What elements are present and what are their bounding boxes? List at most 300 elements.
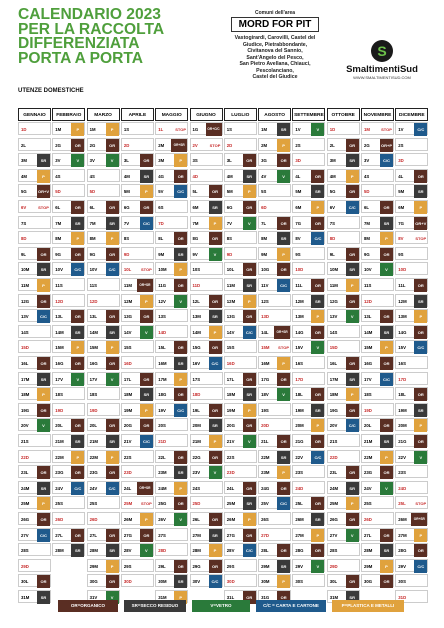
day-cell <box>18 247 51 260</box>
day-label: 5M <box>398 189 405 195</box>
collection-badge: V <box>174 295 187 308</box>
day-cell <box>121 512 154 525</box>
day-label: 25G <box>158 501 167 507</box>
collection-badge: OR <box>277 482 290 495</box>
day-label: 11L <box>398 283 406 288</box>
day-cell <box>395 387 428 400</box>
collection-badge: OR+SR <box>171 139 187 152</box>
day-cell <box>258 169 291 182</box>
day-cell <box>18 403 51 416</box>
day-cell <box>155 512 188 525</box>
day-cell <box>292 153 325 166</box>
day-cell <box>155 153 188 166</box>
collection-badge: C/C <box>311 232 324 245</box>
collection-badge: P <box>243 513 256 526</box>
day-label: 15D <box>329 345 338 351</box>
collection-badge: OR <box>414 544 427 557</box>
day-cell <box>361 543 394 556</box>
day-cell <box>155 574 188 587</box>
day-cell <box>52 294 85 307</box>
day-label: 19M <box>123 407 133 413</box>
day-label: 12M <box>398 298 407 304</box>
day-label: 12V <box>158 298 166 304</box>
day-label: 18M <box>226 392 236 398</box>
day-label: 9G <box>364 251 370 257</box>
day-label: 27V <box>329 532 338 538</box>
collection-badge: OR <box>140 201 153 214</box>
day-label: 21V <box>226 439 235 444</box>
day-label: 28V <box>123 548 132 554</box>
collection-badge: SR <box>106 544 119 557</box>
collection-badge: P <box>277 357 290 370</box>
collection-badge: V <box>106 373 119 386</box>
day-label: 3V <box>89 158 95 164</box>
day-label: 25M <box>21 501 30 507</box>
day-cell <box>52 325 85 338</box>
day-cell <box>258 231 291 244</box>
collection-badge: OR <box>346 139 359 152</box>
day-label: 7V <box>226 220 233 226</box>
day-cell <box>52 200 85 213</box>
day-cell <box>18 418 51 431</box>
day-label: 19M <box>226 407 236 413</box>
collection-badge: OR <box>414 279 427 292</box>
day-label: 27L <box>55 532 63 538</box>
day-cell <box>52 496 85 509</box>
collection-badge: C/C <box>106 482 119 495</box>
day-label: 28S <box>21 548 29 554</box>
day-cell <box>52 278 85 291</box>
day-cell <box>327 294 360 307</box>
day-cell <box>87 138 120 151</box>
day-cell <box>87 294 120 307</box>
collection-badge: SR <box>277 451 290 464</box>
day-label: 23M <box>261 470 270 476</box>
collection-badge: SR <box>277 560 290 573</box>
day-label: 26D <box>89 517 98 522</box>
day-cell <box>395 372 428 385</box>
day-cell <box>18 216 51 229</box>
collection-badge: V <box>346 529 359 542</box>
day-label: 21S <box>21 439 29 444</box>
day-label: 28M <box>364 548 373 554</box>
day-label: 25M <box>123 501 133 507</box>
day-cell <box>361 169 394 182</box>
day-cell <box>87 418 120 431</box>
collection-badge: SR <box>414 295 427 308</box>
collection-badge: OR <box>243 419 256 432</box>
day-label: 10V <box>364 267 372 273</box>
collection-badge: P <box>37 279 50 292</box>
day-label: 3D <box>295 158 301 164</box>
day-cell <box>52 309 85 322</box>
collection-badge: P <box>174 263 187 276</box>
day-cell <box>87 153 120 166</box>
day-cell <box>155 231 188 244</box>
day-label: 17M <box>329 376 339 382</box>
day-label: 11S <box>89 283 98 288</box>
collection-badge: SR <box>106 217 119 230</box>
day-cell <box>190 543 223 556</box>
day-cell <box>121 122 154 135</box>
day-cell <box>361 184 394 197</box>
collection-badge: OR <box>37 466 50 479</box>
collection-badge: OR <box>209 404 222 417</box>
day-cell <box>52 465 85 478</box>
title-line: PORTA A PORTA <box>18 49 144 67</box>
day-label: 20V <box>329 423 338 429</box>
day-cell <box>258 512 291 525</box>
day-cell <box>121 247 154 260</box>
day-cell <box>121 294 154 307</box>
day-cell <box>292 325 325 338</box>
day-cell <box>87 559 120 572</box>
day-cell <box>52 543 85 556</box>
day-label: 13M <box>192 314 201 320</box>
day-label: 26M <box>398 517 407 522</box>
day-label: 29M <box>261 563 270 569</box>
day-cell <box>155 481 188 494</box>
day-cell <box>18 559 51 572</box>
collection-badge: OR <box>106 248 119 261</box>
collection-badge: OR <box>380 310 393 323</box>
day-label: 3V <box>364 158 370 164</box>
collection-badge: P <box>106 451 119 464</box>
day-cell <box>292 387 325 400</box>
collection-badge: V <box>71 373 84 386</box>
month-header: MARZO <box>87 108 120 121</box>
town-line: Sant'Angelo del Pesco, <box>246 54 304 61</box>
day-label: 19S <box>261 407 269 413</box>
month-header: GENNAIO <box>18 108 51 121</box>
collection-badge: C/C <box>71 482 84 495</box>
month-column <box>18 108 51 600</box>
day-label: 17D <box>398 376 407 382</box>
day-cell <box>155 247 188 260</box>
day-cell <box>190 450 223 463</box>
day-cell <box>87 340 120 353</box>
day-label: 30S <box>398 579 406 585</box>
collection-badge: P <box>380 341 393 354</box>
day-cell <box>121 465 154 478</box>
month-header: DICEMBRE <box>395 108 428 121</box>
day-label: 29D <box>329 563 338 569</box>
day-label: 1D <box>329 127 336 132</box>
day-cell <box>224 465 257 478</box>
day-cell <box>52 262 85 275</box>
day-cell <box>224 450 257 463</box>
collection-badge: OR <box>380 201 393 214</box>
day-label: 10S <box>192 267 201 273</box>
day-label: 26M <box>295 517 304 522</box>
collection-badge: C/C <box>414 341 427 354</box>
day-label: 31D <box>398 595 407 600</box>
day-cell <box>395 340 428 353</box>
day-label: 12D <box>364 298 372 304</box>
day-label: 26G <box>21 517 30 522</box>
day-cell <box>361 231 394 244</box>
collection-badge: OR <box>346 404 359 417</box>
day-cell <box>155 356 188 369</box>
collection-badge: OR <box>71 466 84 479</box>
day-cell <box>87 512 120 525</box>
day-label: 26D <box>55 517 64 522</box>
day-label: 21G <box>398 439 407 444</box>
day-label: 11S <box>364 283 372 288</box>
collection-badge: C/C <box>380 373 393 386</box>
day-label: 27V <box>21 532 29 538</box>
collection-badge: OR <box>106 201 119 214</box>
collection-badge: OR <box>346 466 359 479</box>
collection-badge: OR <box>277 435 290 448</box>
collection-badge: OR <box>140 154 153 167</box>
day-label: 2D <box>123 142 130 148</box>
day-cell <box>87 356 120 369</box>
day-cell <box>361 262 394 275</box>
day-cell <box>87 434 120 447</box>
month-header: GIUGNO <box>190 108 223 121</box>
day-label: 30M <box>158 579 167 585</box>
town-line: Civitanova del Sannio, <box>247 48 303 54</box>
day-label: 20G <box>226 423 235 429</box>
day-label: 5V <box>158 189 164 195</box>
collection-badge: OR <box>209 341 222 354</box>
day-cell <box>395 559 428 572</box>
day-label: 3M <box>329 158 336 164</box>
day-cell <box>190 200 223 213</box>
collection-badge: SR <box>311 513 324 526</box>
collection-badge: V <box>311 341 324 354</box>
day-cell <box>87 372 120 385</box>
collection-badge: SR <box>380 217 393 230</box>
day-label: 16L <box>329 361 338 366</box>
day-cell <box>361 340 394 353</box>
day-cell <box>52 450 85 463</box>
day-cell <box>224 496 257 509</box>
collection-badge: OR <box>277 154 290 167</box>
day-cell <box>87 450 120 463</box>
day-cell <box>258 294 291 307</box>
day-label: 14G <box>398 329 407 335</box>
day-cell <box>190 481 223 494</box>
day-label: 3M <box>158 158 165 164</box>
collection-badge: OR+SR <box>137 279 153 292</box>
day-label: 2G <box>55 142 62 148</box>
day-cell <box>361 278 394 291</box>
collection-badge: OR <box>71 310 84 323</box>
collection-badge: STOP <box>38 205 49 210</box>
day-label: 13V <box>329 314 338 320</box>
day-cell <box>87 262 120 275</box>
day-label: 8M <box>89 236 96 242</box>
collection-badge: OR <box>311 388 324 401</box>
collection-badge: SR <box>106 435 119 448</box>
day-label: 11L <box>295 283 303 288</box>
day-cell <box>292 512 325 525</box>
town-line: Castel del Giudice <box>252 74 298 80</box>
day-cell <box>18 309 51 322</box>
day-label: 10L <box>226 267 235 273</box>
day-cell <box>327 278 360 291</box>
day-cell <box>395 309 428 322</box>
day-label: 19L <box>192 407 200 413</box>
day-cell <box>258 247 291 260</box>
day-label: 22G <box>192 454 201 460</box>
day-label: 12D <box>89 298 98 304</box>
collection-badge: SR <box>346 482 359 495</box>
day-label: 13L <box>89 314 97 320</box>
day-cell <box>258 481 291 494</box>
collection-badge: OR+V <box>414 217 427 230</box>
collection-badge: SR <box>140 170 153 183</box>
collection-badge: V <box>311 560 324 573</box>
day-label: 8S <box>226 236 233 242</box>
day-cell <box>190 294 223 307</box>
day-cell <box>292 278 325 291</box>
collection-badge: SR <box>209 201 222 214</box>
day-label: 28M <box>89 548 98 554</box>
collection-badge: P <box>174 591 187 604</box>
logo-name: SmaltimentiSud <box>346 64 418 75</box>
day-label: 22D <box>329 454 338 460</box>
collection-badge: OR <box>243 373 256 386</box>
day-label: 14M <box>364 329 373 335</box>
day-label: 9S <box>295 251 301 257</box>
collection-badge: P <box>140 404 153 417</box>
collection-badge: V <box>209 466 222 479</box>
day-cell <box>190 216 223 229</box>
day-label: 20M <box>192 423 201 429</box>
day-cell <box>395 216 428 229</box>
collection-badge: OR <box>243 310 256 323</box>
day-cell <box>327 481 360 494</box>
collection-badge: OR <box>277 373 290 386</box>
day-label: 12S <box>261 298 269 304</box>
day-cell <box>395 138 428 151</box>
collection-badge: SR <box>174 248 187 261</box>
day-label: 27G <box>123 532 133 538</box>
day-cell <box>258 153 291 166</box>
day-cell <box>52 247 85 260</box>
day-label: 18L <box>398 392 406 398</box>
month-column <box>155 108 188 600</box>
day-label: 23L <box>21 470 29 476</box>
collection-badge: SR <box>174 357 187 370</box>
day-cell <box>292 184 325 197</box>
day-label: 23L <box>329 470 338 476</box>
month-column <box>292 108 325 585</box>
day-label: 11M <box>21 283 30 288</box>
day-cell <box>155 278 188 291</box>
day-cell <box>224 559 257 572</box>
day-label: 10L <box>123 267 132 273</box>
day-label: 25D <box>192 501 201 507</box>
day-cell <box>121 528 154 541</box>
day-label: 28G <box>398 548 407 554</box>
day-cell <box>18 434 51 447</box>
day-label: 21V <box>123 439 132 444</box>
day-cell <box>190 169 223 182</box>
day-cell <box>52 356 85 369</box>
day-cell <box>395 278 428 291</box>
day-label: 2D <box>226 142 233 148</box>
collection-badge: C/C <box>106 263 119 276</box>
day-label: 14M <box>55 329 64 335</box>
day-cell <box>155 528 188 541</box>
day-label: 23G <box>55 470 64 476</box>
day-cell <box>52 418 85 431</box>
day-label: 24L <box>226 485 235 491</box>
day-cell <box>18 450 51 463</box>
day-label: 4M <box>123 173 130 179</box>
day-label: 24L <box>123 485 132 491</box>
collection-badge: OR <box>106 310 119 323</box>
day-cell <box>18 294 51 307</box>
day-cell <box>190 403 223 416</box>
day-cell <box>258 465 291 478</box>
day-cell <box>87 496 120 509</box>
collection-badge: SR <box>380 544 393 557</box>
collection-badge: OR <box>106 357 119 370</box>
day-cell <box>52 138 85 151</box>
collection-badge: SR <box>380 435 393 448</box>
day-cell <box>258 325 291 338</box>
day-label: 19D <box>89 407 98 413</box>
day-cell <box>258 216 291 229</box>
collection-badge: OR <box>106 529 119 542</box>
day-label: 22L <box>158 454 166 460</box>
day-cell <box>87 231 120 244</box>
collection-badge: STOP <box>175 127 187 132</box>
collection-badge: SR <box>380 326 393 339</box>
day-cell <box>224 418 257 431</box>
day-cell <box>224 153 257 166</box>
day-cell <box>190 465 223 478</box>
day-label: 19D <box>55 407 64 413</box>
collection-badge: P <box>174 154 187 167</box>
day-cell <box>224 231 257 244</box>
day-cell <box>87 325 120 338</box>
collection-badge: OR <box>140 419 153 432</box>
collection-badge: SR <box>277 232 290 245</box>
collection-badge: P <box>346 388 359 401</box>
day-label: 4L <box>295 173 301 179</box>
day-cell <box>190 325 223 338</box>
day-label: 16M <box>158 361 167 366</box>
day-label: 9L <box>21 251 27 257</box>
day-label: 12M <box>226 298 236 304</box>
day-label: 18L <box>295 392 303 398</box>
day-label: 10V <box>89 267 98 273</box>
collection-badge: OR <box>37 513 50 526</box>
day-label: 22V <box>295 454 304 460</box>
day-label: 21D <box>158 439 167 444</box>
day-cell <box>190 309 223 322</box>
collection-badge: STOP <box>415 236 427 242</box>
collection-badge: OR <box>380 575 393 588</box>
collection-badge: SR <box>71 544 84 557</box>
collection-badge: V <box>346 310 359 323</box>
day-label: 31L <box>226 595 235 600</box>
day-label: 9M <box>158 251 165 257</box>
day-cell <box>327 216 360 229</box>
day-label: 3V <box>55 158 61 164</box>
day-cell <box>155 403 188 416</box>
day-label: 20D <box>261 423 269 429</box>
day-label: 10M <box>158 267 167 273</box>
day-label: 7M <box>364 220 370 226</box>
day-label: 17M <box>21 376 30 382</box>
